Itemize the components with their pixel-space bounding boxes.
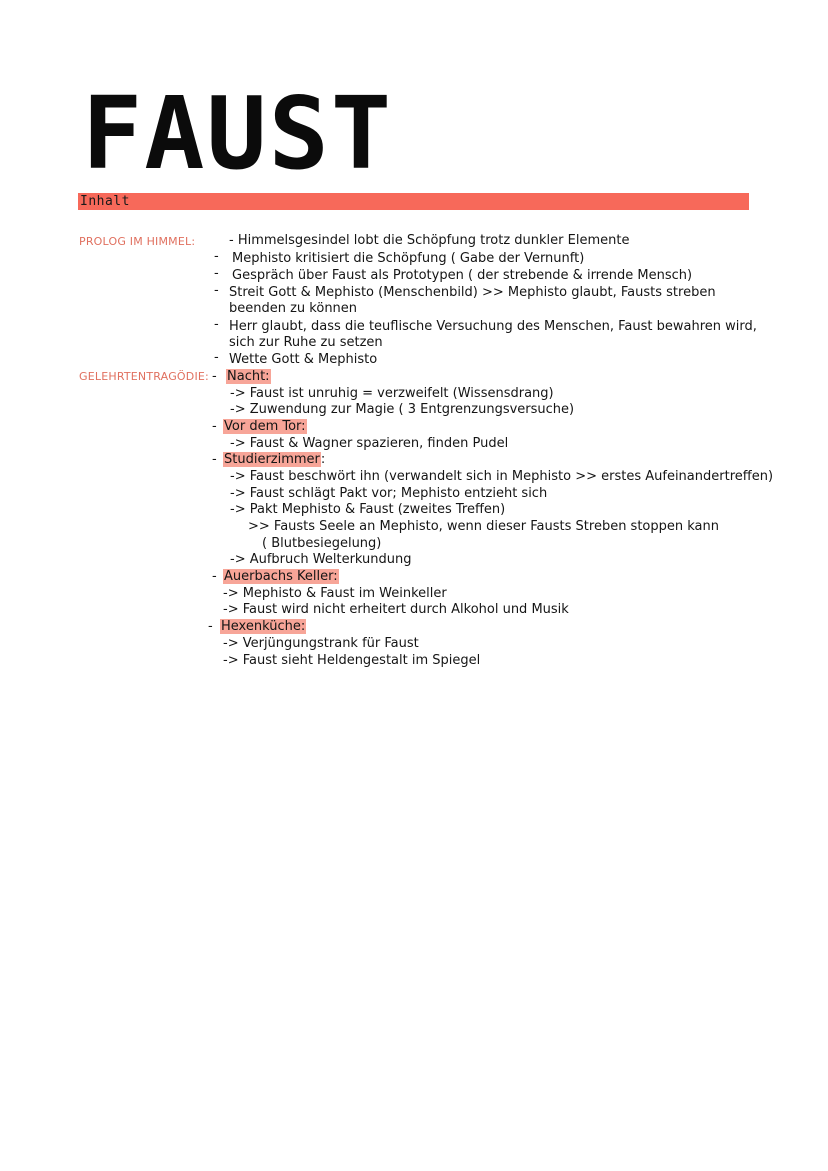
section-header-bar <box>78 193 749 210</box>
heading-vor-dem-tor: Vor dem Tor: <box>224 419 306 434</box>
heading-auerbachs-keller: Auerbachs Keller: <box>224 569 338 584</box>
heading-nacht: Nacht: <box>227 369 270 384</box>
prolog-item: beenden zu können <box>229 301 358 316</box>
bullet-dash: - <box>214 283 219 298</box>
auerbach-line: -> Mephisto & Faust im Weinkeller <box>223 586 447 601</box>
prolog-item: Mephisto kritisiert die Schöpfung ( Gabe der Vernunft) <box>232 251 585 266</box>
tor-line: -> Faust & Wagner spazieren, finden Pudel <box>230 436 509 451</box>
bullet-dash: - <box>212 452 217 467</box>
bullet-dash: - <box>208 619 213 634</box>
auerbach-line: -> Faust wird nicht erheitert durch Alkohol und Musik <box>223 602 569 617</box>
prolog-item: Gespräch über Faust als Prototypen ( der strebende & irrende Mensch) <box>232 268 693 283</box>
studier-line: -> Pakt Mephisto & Faust (zweites Treffen) <box>230 502 506 517</box>
bullet-dash: - <box>214 317 219 332</box>
bullet-dash: - <box>214 249 219 264</box>
prolog-item: - Himmelsgesindel lobt die Schöpfung trotz dunkler Elemente <box>229 233 630 248</box>
page-title: FAUST <box>82 75 394 192</box>
section-label-prolog: PROLOG IM HIMMEL: <box>79 235 196 248</box>
prolog-item: Streit Gott & Mephisto (Menschenbild) >> Mephisto glaubt, Fausts streben <box>229 285 716 300</box>
nacht-line: -> Faust ist unruhig = verzweifelt (Wissensdrang) <box>230 386 554 401</box>
bullet-dash: - <box>214 350 219 365</box>
bullet-dash: - <box>212 419 217 434</box>
heading-colon: : <box>320 452 326 467</box>
hexen-line: -> Verjüngungstrank für Faust <box>223 636 419 651</box>
studier-line: >> Fausts Seele an Mephisto, wenn dieser Fausts Streben stoppen kann <box>248 519 720 534</box>
heading-studierzimmer: Studierzimmer <box>224 452 320 467</box>
nacht-line: -> Zuwendung zur Magie ( 3 Entgrenzungsversuche) <box>230 402 575 417</box>
studier-line: ( Blutbesiegelung) <box>262 536 382 551</box>
studier-line: -> Aufbruch Welterkundung <box>230 552 412 567</box>
bullet-dash: - <box>212 369 217 384</box>
bullet-dash: - <box>212 569 217 584</box>
prolog-item: Wette Gott & Mephisto <box>229 352 378 367</box>
prolog-item: Herr glaubt, dass die teuflische Versuchung des Menschen, Faust bewahren wird, <box>229 319 757 334</box>
section-label-gelehrtentragoedie: GELEHRTENTRAGÖDIE: <box>79 370 209 383</box>
studier-line: -> Faust beschwört ihn (verwandelt sich in Mephisto >> erstes Aufeinandertreffen) <box>230 469 774 484</box>
prolog-item: sich zur Ruhe zu setzen <box>229 335 383 350</box>
hexen-line: -> Faust sieht Heldengestalt im Spiegel <box>223 653 481 668</box>
section-header-label: Inhalt <box>80 194 130 209</box>
heading-hexenkueche: Hexenküche: <box>221 619 306 634</box>
studier-line: -> Faust schlägt Pakt vor; Mephisto entzieht sich <box>230 486 548 501</box>
bullet-dash: - <box>214 266 219 281</box>
